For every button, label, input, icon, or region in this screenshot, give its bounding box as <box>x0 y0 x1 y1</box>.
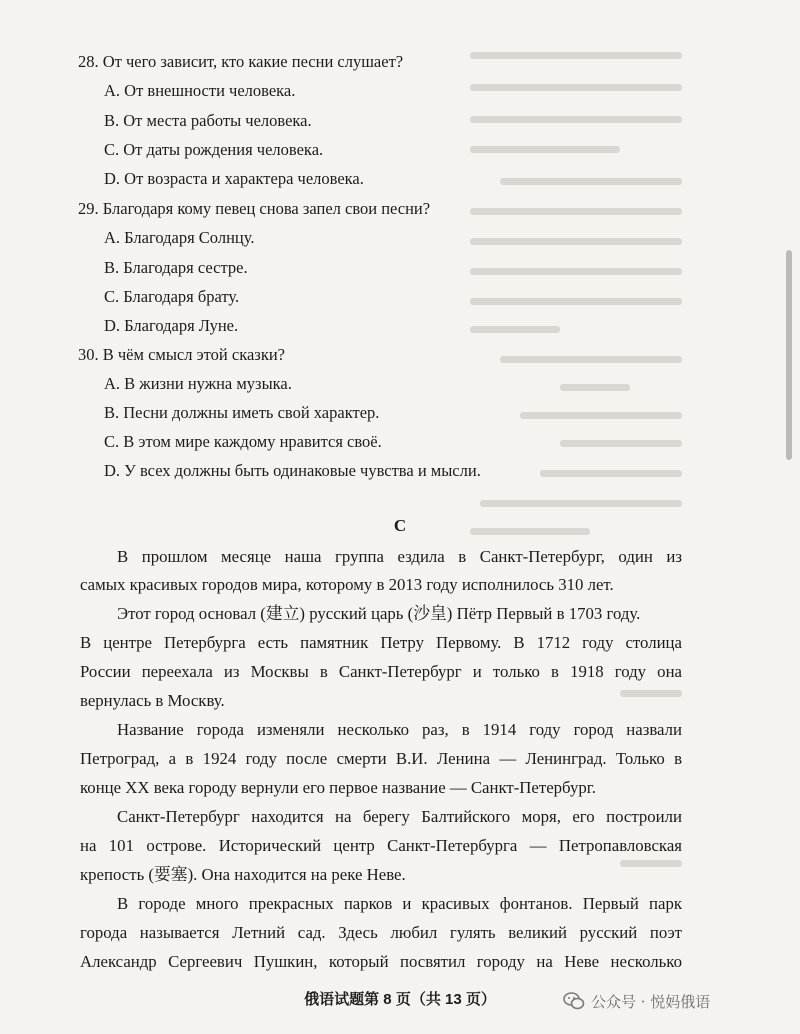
page-footer: 俄语试题第 8 页（共 13 页） <box>304 991 496 1008</box>
paragraph-line: крепость (要塞). Она находится на реке Неве. <box>80 865 406 884</box>
paragraph-line: Этот город основал (建立) русский царь (沙皇) Пётр Первый в 1703 году. <box>117 604 641 623</box>
question-29: 29. Благодаря кому певец снова запел свои песни? <box>78 199 431 218</box>
question-28: 28. От чего зависит, кто какие песни слушает? <box>78 52 404 71</box>
paragraph-line: Название города изменяли несколько раз, в 1914 году город назвали <box>117 720 682 739</box>
watermark <box>563 988 710 1014</box>
paragraph-line: города называется Летний сад. Здесь любил гулять великий русский поэт <box>80 923 682 942</box>
option-30-b: B. Песни должны иметь свой характер. <box>104 403 380 422</box>
paragraph-line: России переехала из Москвы в Санкт-Петербург и только в 1918 году она <box>80 662 682 681</box>
wechat-icon <box>563 992 585 1010</box>
paragraph-line: самых красивых городов мира, которому в 2013 году исполнилось 310 лет. <box>80 575 614 594</box>
paragraph-line: на 101 острове. Исторический центр Санкт-Петербурга — Петропавловская <box>80 836 682 855</box>
scrollbar[interactable] <box>786 250 792 460</box>
option-28-a: A. От внешности человека. <box>104 81 296 100</box>
option-29-a: A. Благодаря Солнцу. <box>104 228 255 247</box>
option-29-c: C. Благодаря брату. <box>104 287 240 306</box>
question-30: 30. В чём смысл этой сказки? <box>78 345 285 364</box>
option-28-c: C. От даты рождения человека. <box>104 140 324 159</box>
option-30-c: C. В этом мире каждому нравится своё. <box>104 432 382 451</box>
paragraph-line: конце XX века городу вернули его первое название — Санкт-Петербург. <box>80 778 596 797</box>
option-28-b: B. От места работы человека. <box>104 111 312 130</box>
option-28-d: D. От возраста и характера человека. <box>104 169 364 188</box>
section-heading: C <box>393 516 407 535</box>
paragraph-line: В прошлом месяце наша группа ездила в Санкт-Петербург, один из <box>117 547 682 566</box>
paragraph-line: Александр Сергеевич Пушкин, который посвятил городу на Неве несколько <box>80 952 682 971</box>
option-30-a: A. В жизни нужна музыка. <box>104 374 292 393</box>
option-29-b: B. Благодаря сестре. <box>104 258 248 277</box>
paragraph-line: Санкт-Петербург находится на берегу Балтийского моря, его построили <box>117 807 682 826</box>
watermark-text: 公众号 · 悦妈俄语 <box>591 992 711 1011</box>
paragraph-line: вернулась в Москву. <box>80 691 225 710</box>
paragraph-line: В центре Петербурга есть памятник Петру Первому. В 1712 году столица <box>80 633 682 652</box>
paragraph-line: В городе много прекрасных парков и красивых фонтанов. Первый парк <box>117 894 682 913</box>
option-29-d: D. Благодаря Луне. <box>104 316 239 335</box>
option-30-d: D. У всех должны быть одинаковые чувства и мысли. <box>104 461 481 480</box>
paragraph-line: Петроград, а в 1924 году после смерти В.И. Ленина — Ленинград. Только в <box>80 749 682 768</box>
